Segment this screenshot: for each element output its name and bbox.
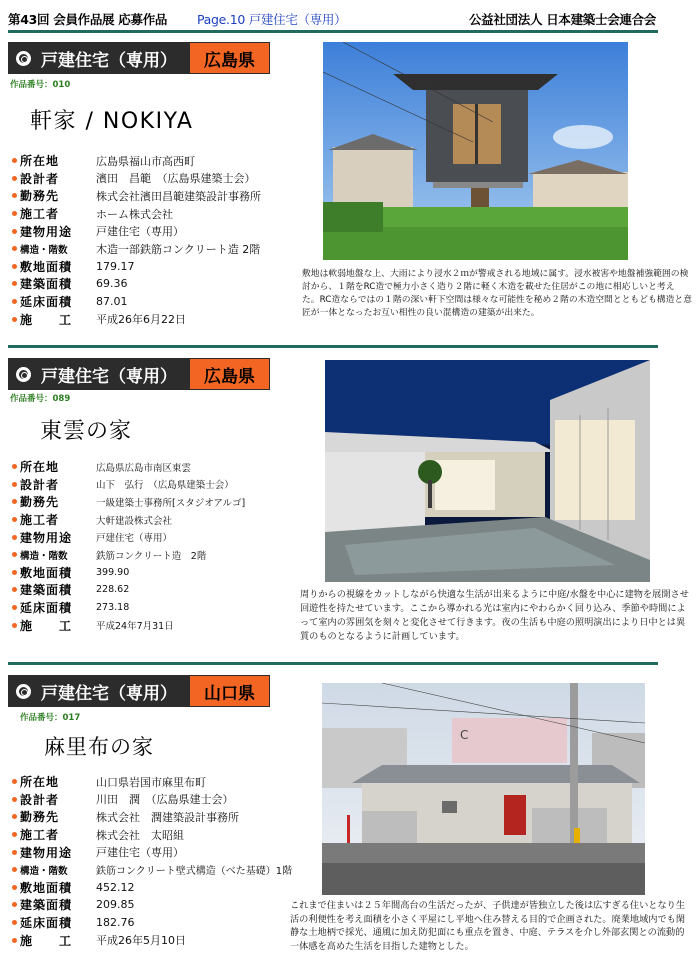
info-row: 延床面積 87.01 — [12, 293, 261, 311]
info-row: 勤務先 一級建築士事務所[スタジオアルゴ] — [12, 493, 245, 511]
work-title: 軒家 / NOKIYA — [30, 109, 194, 134]
section-divider — [8, 662, 658, 665]
work-description: 周りからの視線をカットしながら快適な生活が出来るように中庭/水盤を中心に建物を展開させ回遊性を持たせています。ここから導かれる光は室内にやわらかく回り込み、季節や時間によって室内の雰囲気を刻々と変化させて行きます。夜の生活も中庭の照明演出により日中とは異質のものとなるように計画しています。 — [300, 589, 689, 642]
circle-mark-icon — [16, 51, 31, 66]
work-description: 敷地は軟弱地盤な上、大雨により浸水２ｍが警戒される地域に属す。浸水被害や地盤補強範囲の検討から、１階をRC造で極力小さく造り２階に軽く木造を載せた住居がこの地に相応しいと考えた。RC造ならではの１階の深い軒下空間は様々な可能性を秘め２階の木造空間とともども構造と意匠が一体となったお互い相性の良い混構造の建築が出来た。 — [302, 269, 692, 318]
info-row: 施 工 平成26年6月22日 — [12, 310, 261, 328]
info-row: 構造・階数 鉄筋コンクリート造 2階 — [12, 546, 245, 564]
info-row: 敷地面積 452.12 — [12, 879, 292, 897]
info-row: 所在地 広島県福山市高西町 — [12, 152, 261, 170]
entry-marifu — [0, 675, 700, 973]
category-label: 戸建住宅（専用） — [41, 683, 177, 704]
prefecture-label: 山口県 — [189, 675, 270, 707]
info-row: 建物用途 戸建住宅（専用） — [12, 843, 292, 861]
header-page: Page.10 戸建住宅（専用） — [197, 12, 347, 27]
info-row: 敷地面積 399.90 — [12, 564, 245, 582]
info-row: 構造・階数 鉄筋コンクリート壁式構造（べた基礎）1階 — [12, 861, 292, 879]
info-list — [12, 152, 261, 328]
entry-shinonome — [0, 358, 700, 658]
info-row: 所在地 山口県岩国市麻里布町 — [12, 773, 292, 791]
category-label: 戸建住宅（専用） — [41, 366, 177, 387]
work-description: これまで住まいは２５年間高台の生活だったが、子供達が皆独立した後は広すぎる住いとなり生活の利便性を考え面積を小さく平屋にし平地へ住み替える目的で企画された。廃業地域内でも閑静な土地柄で採光、通風に加え防犯面にも重点を置き、中庭、テラスを介し外部玄関との流動的一体感を高めた生活を目指した建物とした。 — [290, 900, 686, 952]
entry-nokiya — [0, 42, 700, 342]
work-number: 作品番号：089 — [10, 394, 71, 404]
info-row: 延床面積 273.18 — [12, 599, 245, 617]
header-rule — [8, 30, 658, 33]
info-row: 延床面積 182.76 — [12, 914, 292, 932]
info-row: 施 工 平成26年5月10日 — [12, 931, 292, 949]
work-title: 麻里布の家 — [44, 735, 154, 759]
info-row: 建物用途 戸建住宅（専用） — [12, 222, 261, 240]
page-header — [0, 0, 700, 34]
prefecture-label: 広島県 — [189, 42, 270, 74]
info-row: 建築面積 228.62 — [12, 581, 245, 599]
bungalow-photo — [322, 683, 645, 895]
info-row: 設計者 山下 弘行 （広島県建築士会） — [12, 476, 245, 494]
category-label: 戸建住宅（専用） — [41, 50, 177, 71]
info-row: 勤務先 株式会社 潤建築設計事務所 — [12, 808, 292, 826]
work-number: 作品番号：010 — [10, 80, 71, 90]
circle-mark-icon — [16, 684, 31, 699]
info-row: 施工者 大軒建設株式会社 — [12, 511, 245, 529]
info-row: 設計者 川田 潤 （広島県建士会） — [12, 791, 292, 809]
courtyard-photo — [325, 360, 650, 582]
category-tag — [8, 675, 270, 707]
info-list — [12, 773, 292, 949]
work-number: 作品番号：017 — [20, 713, 81, 723]
section-divider — [8, 345, 658, 348]
info-row: 勤務先 株式会社濱田昌範建築設計事務所 — [12, 187, 261, 205]
category-tag — [8, 358, 270, 390]
info-row: 所在地 広島県広島市南区東雲 — [12, 458, 245, 476]
header-exhibition: 第43回 会員作品展 応募作品 — [8, 12, 168, 27]
info-row: 施工者 ホーム株式会社 — [12, 205, 261, 223]
info-row: 建築面積 209.85 — [12, 896, 292, 914]
header-organization: 公益社団法人 日本建築士会連合会 — [468, 12, 656, 27]
info-row: 建物用途 戸建住宅（専用） — [12, 528, 245, 546]
info-row: 建築面積 69.36 — [12, 275, 261, 293]
info-row: 敷地面積 179.17 — [12, 258, 261, 276]
info-row: 施 工 平成24年7月31日 — [12, 616, 245, 634]
house-photo — [323, 42, 628, 260]
info-list — [12, 458, 245, 634]
svg-text:C: C — [460, 728, 469, 742]
category-tag — [8, 42, 270, 74]
info-row: 構造・階数 木造一部鉄筋コンクリート造 2階 — [12, 240, 261, 258]
circle-mark-icon — [16, 367, 31, 382]
prefecture-label: 広島県 — [189, 358, 270, 390]
info-row: 施工者 株式会社 太昭組 — [12, 826, 292, 844]
work-title: 東雲の家 — [40, 419, 133, 444]
info-row: 設計者 濱田 昌範 （広島県建築士会） — [12, 170, 261, 188]
